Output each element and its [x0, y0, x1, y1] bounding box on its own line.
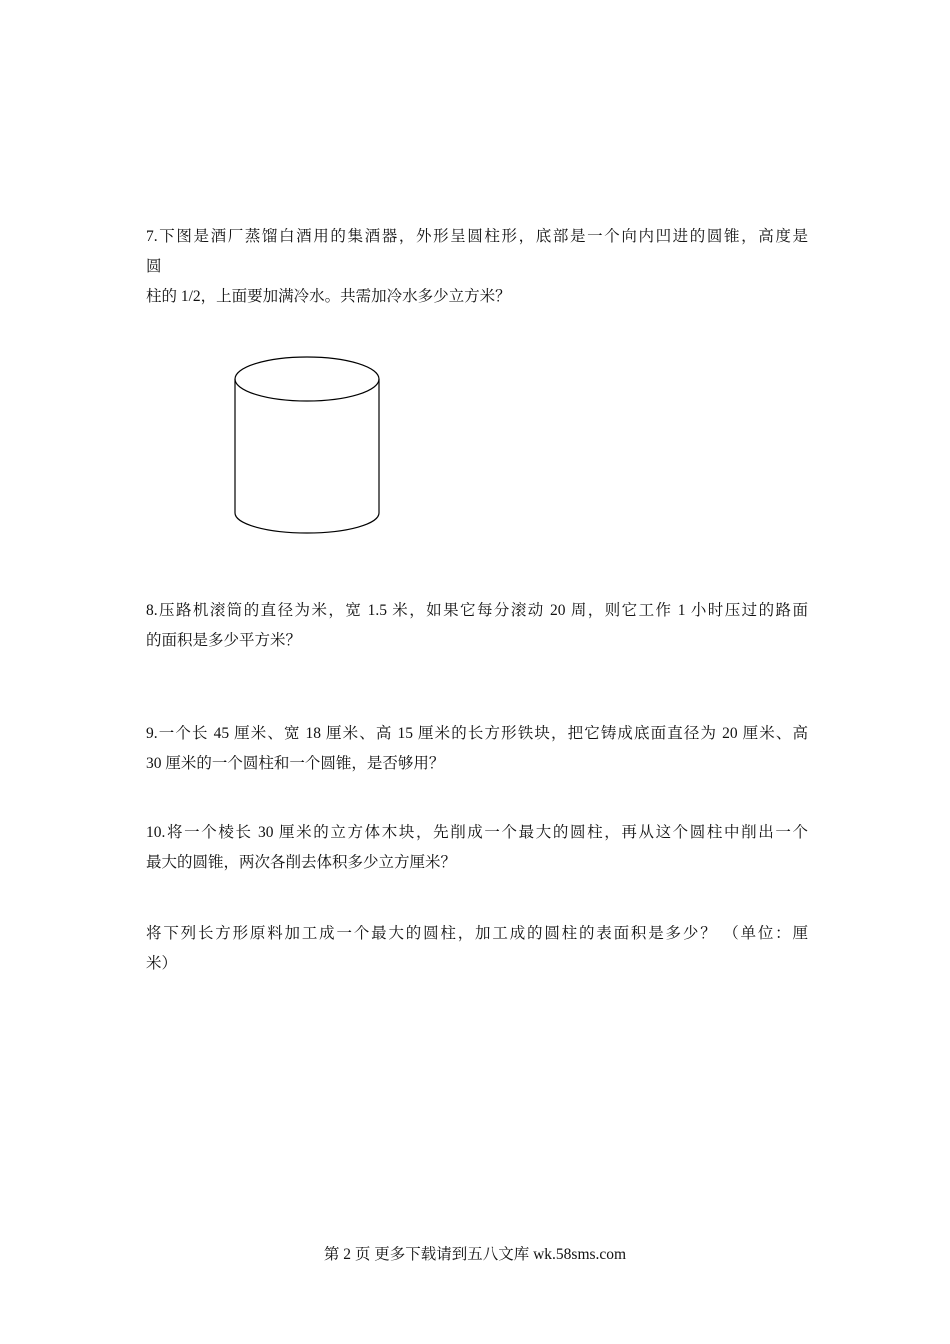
page-footer: 第 2 页 更多下载请到五八文库 wk.58sms.com: [323, 1246, 627, 1263]
cylinder-figure: [232, 355, 384, 537]
question-10-line-1: 10.将一个棱长 30 厘米的立方体木块，先削成一个最大的圆柱，再从这个圆柱中削出一个: [146, 824, 808, 841]
question-7-line-2: 圆: [146, 258, 162, 275]
cylinder-bottom-arc: [235, 513, 379, 533]
question-11: [146, 919, 808, 979]
question-8-line-1: 8.压路机滚筒的直径为米，宽 1.5 米，如果它每分滚动 20 周，则它工作 1 小时压过的路面: [146, 602, 808, 619]
question-7-line-1: 7.下图是酒厂蒸馏白酒用的集酒器，外形呈圆柱形，底部是一个向内凹进的圆锥，高度是: [146, 228, 808, 245]
question-7: [146, 222, 808, 312]
question-9: [146, 719, 808, 779]
question-8-line-2: 的面积是多少平方米？: [146, 632, 302, 649]
cylinder-top-ellipse: [235, 357, 379, 401]
question-11-line-2: 米）: [146, 955, 178, 972]
question-11-line-1: 将下列长方形原料加工成一个最大的圆柱，加工成的圆柱的表面积是多少？ （单位：厘: [146, 925, 808, 942]
question-7-line-3: 柱的 1/2，上面要加满冷水。共需加冷水多少立方米？: [146, 288, 511, 305]
question-9-line-2: 30 厘米的一个圆柱和一个圆锥，是否够用？: [146, 755, 445, 772]
question-8: [146, 596, 808, 656]
question-10: [146, 818, 808, 878]
question-9-line-1: 9.一个长 45 厘米、宽 18 厘米、高 15 厘米的长方形铁块，把它铸成底面直径为 20 厘米、高: [146, 725, 808, 742]
question-10-line-2: 最大的圆锥，两次各削去体积多少立方厘米？: [146, 854, 457, 871]
